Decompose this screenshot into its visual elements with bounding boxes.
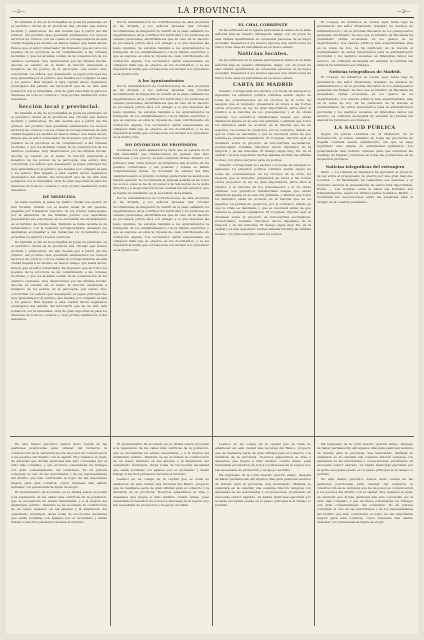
masthead-title: LA PROVINCIA (177, 6, 247, 15)
section-heading: EL CHAL CORRIENTE (238, 22, 288, 27)
column-separator (212, 20, 213, 626)
article-text: El Ayuntamiento ha acordado en su última sesión proceder a la reparación de las calles más céntricas de la población, que se encuentran en estado lamentable, y a la mejora del alumbrado público. También se ha acordado la construcción de un nuevo lavadero en las afueras y la ampliación del cementerio municipal, obras todas de reconocida necesidad que serán recibidas con aplauso por el vecindario y darán trabajo a muchos jornaleros durante el invierno. (11, 490, 107, 525)
section-heading: DE MEDICINA (42, 194, 76, 200)
column-3 (215, 20, 311, 434)
article-text: París. — La Cámara de diputados ha aprobado el proyecto de ley sobre el presupuesto de guerra por una gran mayoría. Londres. — El Parlamento ha reanudado sus sesiones, y el Gobierno anuncia la presentación de varios bills importantes. Roma. — Las noticias sobre la salud del Pontífice son tranquilizadoras, según los últimos partes recibidos. Berlín. — Continúan las negociaciones entre las potencias para el arreglo de la cuestión pendiente. (317, 169, 413, 204)
section-heading: CARTA DE MADRID (233, 81, 293, 88)
column-separator (110, 20, 111, 626)
article-text: Continúa con gran animación la feria que se celebra en la villa inmediata. Las transacciones de ganado han sido numerosas y los precios se han sostenido firmes durante los primeros días. Gran número de forasteros han acudido de los pueblos comarcanos, y las posadas y fondas se hallan completamente llenas. La Sociedad de Amigos del País celebrará sesión el próximo domingo para tratar de asuntos de interés general. Se recomienda la puntual asistencia de todos los socios, pues se ha de proceder a la renovación de la junta directiva y a la aprobación de las cuentas del año anterior, que se hallan de manifiesto en la secretaría de la misma. (113, 147, 209, 195)
page-number-right: —3— (396, 9, 410, 15)
article-text: Es también el día de la Compañía de Jesús ha publicado en el periódico oficial de la provincia una circular que hemos recibido y publicamos. De ella resulta que a partir del día primero del próximo mes quedarán establecidos los nuevos servicios de correos, con los cuales la correspondencia de esta ciudad llegará a su destino en menos tiempo que hasta ahora. Parece que el señor Gobernador ha dispuesto que en todos los pueblos de la provincia se dé cumplimiento a las órdenes recibidas, y que los alcaldes cuiden de la conservación de los caminos vecinales, muy deteriorados por las últimas lluvias. Anoche se celebró en el teatro la función anunciada a beneficio de los pobres de la parroquia, que estuvo muy concurrida. La señora que desempeñó el papel principal fue muy aplaudida por el público, que llenaba por completo la sala y los palcos. Han llegado a esta capital varios ingenieros encargados del estudio del ferrocarril que ha de unir esta población con la inmediata, obra de gran importancia para los intereses de toda la comarca y cuya pronta realización todos deseamos. (11, 110, 107, 192)
article-text: Es también el día de la Compañía de Jesús ha publicado en el periódico oficial de la provincia una circular que hemos recibido y publicamos. De ella resulta que a partir del día primero del próximo mes quedarán establecidos los nuevos servicios de correos, con los cuales la correspondencia de esta ciudad llegará a su destino en menos tiempo que hasta ahora. Parece que el señor Gobernador ha dispuesto que en todos los pueblos de la provincia se dé cumplimiento a las órdenes recibidas, y que los alcaldes cuiden de la conservación de los caminos vecinales, muy deteriorados por las últimas lluvias. Anoche se celebró en el teatro la función anunciada a beneficio de los pobres de la parroquia, que estuvo muy concurrida. La señora que desempeñó el papel principal fue muy aplaudida por el público, que llenaba por completo la sala y los palcos. Han llegado a esta capital varios ingenieros encargados del estudio del ferrocarril que ha de unir esta población con la inmediata, obra de gran importancia para los intereses de toda la comarca y cuya pronta realización todos deseamos. (11, 239, 107, 322)
article-text: Leemos en un colega de la capital que se trata de establecer en esta ciudad una sucursal del Banco, proyecto que de realizarse sería de gran utilidad para el comercio y la industria de la provincia. Nosotros aplaudimos la idea y deseamos que llegue a feliz término cuanto antes, pues redundará en beneficio de todos los intereses de la región, hoy tan necesitada de protección y de apoyo decidido. (215, 442, 311, 472)
bottom-column-2 (113, 442, 209, 630)
article-text: Nuestro corresponsal nos escribe con fecha de anteayer lo siguiente: La situación política continúa siendo objeto de todas las conversaciones en los círculos de la corte. Se asegura que el Gobierno presentará en breve a las Cortes varios proyectos de ley de gran importancia, entre ellos el relativo a la reforma de los presupuestos y el de obras públicas. Los periódicos ministeriales niegan que exista disidencia alguna en el seno del gabinete, y afirman que todos los ministros están de acuerdo en la marcha que ha de seguirse. La prensa de oposición, por el contrario, insiste en que la crisis es inevitable y que se resolverá antes de que termine la presente legislatura. El Congreso discutió ayer el dictamen sobre el proyecto de ferrocarriles secundarios, pronunciando notables discursos varios diputados de la mayoría y de las minorías. El tiempo sigue muy frío en la capital y se han registrado fuertes heladas durante las últimas noches, con grave perjuicio para los pobres. (215, 163, 311, 236)
article-text: Por la Administración de Contribuciones de esta provincia se ha dirigido a los señores alcaldes una circular recordándoles la obligación de remitir en el plazo señalado los repartimientos de la contribución territorial y los padrones de cédulas personales, advirtiéndoles que en caso de no hacerlo se procederá contra ellos con arreglo a lo que disponen las leyes vigentes. Se encarga también a los ayuntamientos la formación de los amillaramientos con la debida exactitud, y que se exprese en ellos la riqueza de cada contribuyente sin ocultación alguna. Los secretarios serán responsables de cualquier falta que se observe en los documentos, y se les impondrá la multa que corresponda con arreglo a lo prevenido en la instrucción. (113, 195, 209, 252)
fold-separator (10, 436, 414, 437)
section-heading: NO DIVORCIOS DE PROFESIÓN (124, 141, 198, 147)
section-heading: Noticias telegráficas del extranjero (325, 163, 405, 169)
section-heading: Noticias telegráficas de Madrid. (329, 69, 401, 75)
bottom-column-3 (215, 442, 311, 630)
section-heading: LA SALUD PÚBLICA (334, 124, 396, 131)
article-text: En este mismo periódico hemos dado cuenta de las gestiones practicadas para obtener del Gobierno la construcción de la carretera que ha de poner en comunicación a los pueblos del distrito con la capital. Hoy tenemos el gusto de anunciar que dichas gestiones han sido coronadas por el éxito más completo, y que en breve comenzarán los trabajos con gran contentamiento del vecindario. Es de justicia consignar el celo de las autoridades y de los representantes del distrito que han contribuido al logro de tan importante mejora para esta comarca, cuyos intereses han sabido defender con perseverancia digna de elogio. (11, 442, 107, 489)
masthead-rule (10, 17, 414, 18)
section-heading: Sección local y provincial. (18, 103, 100, 110)
article-text: Según los partes recibidos en el Ministerio de la Gobernación, el estado sanitario de todas las provincias de España continúa siendo satisfactorio, sin que se haya registrado caso alguno de enfermedad epidémica. Los gobernadores han recibido órdenes para que extremen las medidas de higiene y limpieza en todas las poblaciones de su respectiva provincia. (317, 131, 413, 162)
newspaper-page (6, 4, 418, 634)
column-separator (314, 20, 315, 626)
article-text: Por la Administración de Contribuciones de esta provincia se ha dirigido a los señores alcaldes una circular recordándoles la obligación de remitir en el plazo señalado los repartimientos de la contribución territorial y los padrones de cédulas personales, advirtiéndoles que en caso de no hacerlo se procederá contra ellos con arreglo a lo que disponen las leyes vigentes. Se encarga también a los ayuntamientos la formación de los amillaramientos con la debida exactitud, y que se exprese en ellos la riqueza de cada contribuyente sin ocultación alguna. Los secretarios serán responsables de cualquier falta que se observe en los documentos, y se les impondrá la multa que corresponda con arreglo a lo prevenido en la instrucción. (113, 83, 209, 140)
article-text: Por la Administración de Contribuciones de esta provincia se ha dirigido a los señores alcaldes una circular recordándoles la obligación de remitir en el plazo señalado los repartimientos de la contribución territorial y los padrones de cédulas personales, advirtiéndoles que en caso de no hacerlo se procederá contra ellos con arreglo a lo que disponen las leyes vigentes. Se encarga también a los ayuntamientos la formación de los amillaramientos con la debida exactitud, y que se exprese en ellos la riqueza de cada contribuyente sin ocultación alguna. Los secretarios serán responsables de cualquier falta que se observe en los documentos, y se les impondrá la multa que corresponda con arreglo a lo prevenido en la instrucción. (113, 20, 209, 76)
article-text: Nuestro corresponsal nos escribe con fecha de anteayer lo siguiente: La situación política continúa siendo objeto de todas las conversaciones en los círculos de la corte. Se asegura que el Gobierno presentará en breve a las Cortes varios proyectos de ley de gran importancia, entre ellos el relativo a la reforma de los presupuestos y el de obras públicas. Los periódicos ministeriales niegan que exista disidencia alguna en el seno del gabinete, y afirman que todos los ministros están de acuerdo en la marcha que ha de seguirse. La prensa de oposición, por el contrario, insiste en que la crisis es inevitable y que se resolverá antes de que termine la presente legislatura. El Congreso discutió ayer el dictamen sobre el proyecto de ferrocarriles secundarios, pronunciando notables discursos varios diputados de la mayoría y de las minorías. El tiempo sigue muy frío en la capital y se han registrado fuertes heladas durante las últimas noches, con grave perjuicio para los pobres. (215, 88, 311, 162)
article-text: Ha regresado de la corte nuestro querido amigo, después de haber permanecido allí algunos días para gestionar asuntos de interés para la provincia. Sea bienvenido. Mañana se celebrará en la catedral una solemne función religiosa con asistencia de las autoridades y corporaciones, predicando un elocuente orador sagrado. La banda municipal ejecutará por la tarde escogidas piezas en el paseo principal si el tiempo lo permite. (317, 442, 413, 477)
article-text: Se ha verificado en la iglesia parroquial el enlace de la bella señorita hija de nuestro distinguido amigo con un joven de esta ciudad, apadrinando la ceremonia personas de la mejor sociedad. Deseamos a los nuevos esposos una eterna luna de miel y toda clase de felicidades en su nuevo estado. (215, 28, 311, 50)
section-heading: Noticias locales. (237, 51, 289, 58)
article-text: En este mismo periódico hemos dado cuenta de las gestiones practicadas para obtener del Gobierno la construcción de la carretera que ha de poner en comunicación a los pueblos del distrito con la capital. Hoy tenemos el gusto de anunciar que dichas gestiones han sido coronadas por el éxito más completo, y que en breve comenzarán los trabajos con gran contentamiento del vecindario. Es de justicia consignar el celo de las autoridades y de los representantes del distrito que han contribuido al logro de tan importante mejora para esta comarca, cuyos intereses han sabido defender con perseverancia digna de elogio. (317, 477, 413, 525)
page-number-left: —2— (12, 9, 26, 15)
article-text: El Consejo de ministros se reunió ayer tarde bajo la presidencia del señor Presidente, tratando de asuntos de administración y de la próxima discusión de los presupuestos generales del Estado. Se dice que el ministro de Hacienda ha presentado varias economías en los gastos de su departamento. Los valores públicos han experimentado alza en la bolsa de hoy. Se ha publicado en la Gaceta el nombramiento de varios funcionarios para la administración provincial y los destinos vacantes en diferentes ramos del servicio. La comisión encargada de estudiar la reforma del arancel ha terminado sus trabajos. (317, 75, 413, 123)
column-1 (11, 20, 107, 434)
bottom-column-4 (317, 442, 413, 630)
article-text: Se ha verificado en la iglesia parroquial el enlace de la bella señorita hija de nuestro distinguido amigo con un joven de esta ciudad, apadrinando la ceremonia personas de la mejor sociedad. Deseamos a los nuevos esposos una eterna luna de miel y toda clase de felicidades en su nuevo estado. (215, 58, 311, 80)
column-4 (317, 20, 413, 434)
article-text: El Consejo de ministros se reunió ayer tarde bajo la presidencia del señor Presidente, tratando de asuntos de administración y de la próxima discusión de los presupuestos generales del Estado. Se dice que el ministro de Hacienda ha presentado varias economías en los gastos de su departamento. Los valores públicos han experimentado alza en la bolsa de hoy. Se ha publicado en la Gaceta el nombramiento de varios funcionarios para la administración provincial y los destinos vacantes en diferentes ramos del servicio. La comisión encargada de estudiar la reforma del arancel ha terminado sus trabajos. (317, 20, 413, 67)
section-heading: A los Ayuntamientos (138, 77, 184, 83)
bottom-column-1 (11, 442, 107, 630)
article-text: Leemos en un colega de la capital que se trata de establecer en esta ciudad una sucursal del Banco, proyecto que de realizarse sería de gran utilidad para el comercio y la industria de la provincia. Nosotros aplaudimos la idea y deseamos que llegue a feliz término cuanto antes, pues redundará en beneficio de todos los intereses de la región, hoy tan necesitada de protección y de apoyo decidido. (113, 477, 209, 508)
article-text: Se halla vacante la plaza de médico titular del pueblo de San Vicente, dotada con el sueldo anual de mil pesetas, pagadas por trimestres vencidos de los fondos municipales, por la asistencia de las familias pobres. Los aspirantes presentarán sus solicitudes en la secretaría del Ayuntamiento en el término de treinta días. También se halla vacante la de farmacéutico, con la dotación correspondiente, debiendo los aspirantes acompañar a sus instancias los documentos que acrediten su aptitud y buena conducta. (11, 200, 107, 239)
column-2 (113, 20, 209, 434)
article-text: El Ayuntamiento ha acordado en su última sesión proceder a la reparación de las calles más céntricas de la población, que se encuentran en estado lamentable, y a la mejora del alumbrado público. También se ha acordado la construcción de un nuevo lavadero en las afueras y la ampliación del cementerio municipal, obras todas de reconocida necesidad que serán recibidas con aplauso por el vecindario y darán trabajo a muchos jornaleros durante el invierno. (113, 442, 209, 477)
article-text: Ha regresado de la corte nuestro querido amigo, después de haber permanecido allí algunos días para gestionar asuntos de interés para la provincia. Sea bienvenido. Mañana se celebrará en la catedral una solemne función religiosa con asistencia de las autoridades y corporaciones, predicando un elocuente orador sagrado. La banda municipal ejecutará por la tarde escogidas piezas en el paseo principal si el tiempo lo permite. (215, 473, 311, 508)
article-text: Es también el día de la Compañía de Jesús ha publicado en el periódico oficial de la provincia una circular que hemos recibido y publicamos. De ella resulta que a partir del día primero del próximo mes quedarán establecidos los nuevos servicios de correos, con los cuales la correspondencia de esta ciudad llegará a su destino en menos tiempo que hasta ahora. Parece que el señor Gobernador ha dispuesto que en todos los pueblos de la provincia se dé cumplimiento a las órdenes recibidas, y que los alcaldes cuiden de la conservación de los caminos vecinales, muy deteriorados por las últimas lluvias. Anoche se celebró en el teatro la función anunciada a beneficio de los pobres de la parroquia, que estuvo muy concurrida. La señora que desempeñó el papel principal fue muy aplaudida por el público, que llenaba por completo la sala y los palcos. Han llegado a esta capital varios ingenieros encargados del estudio del ferrocarril que ha de unir esta población con la inmediata, obra de gran importancia para los intereses de toda la comarca y cuya pronta realización todos deseamos. (11, 20, 107, 102)
